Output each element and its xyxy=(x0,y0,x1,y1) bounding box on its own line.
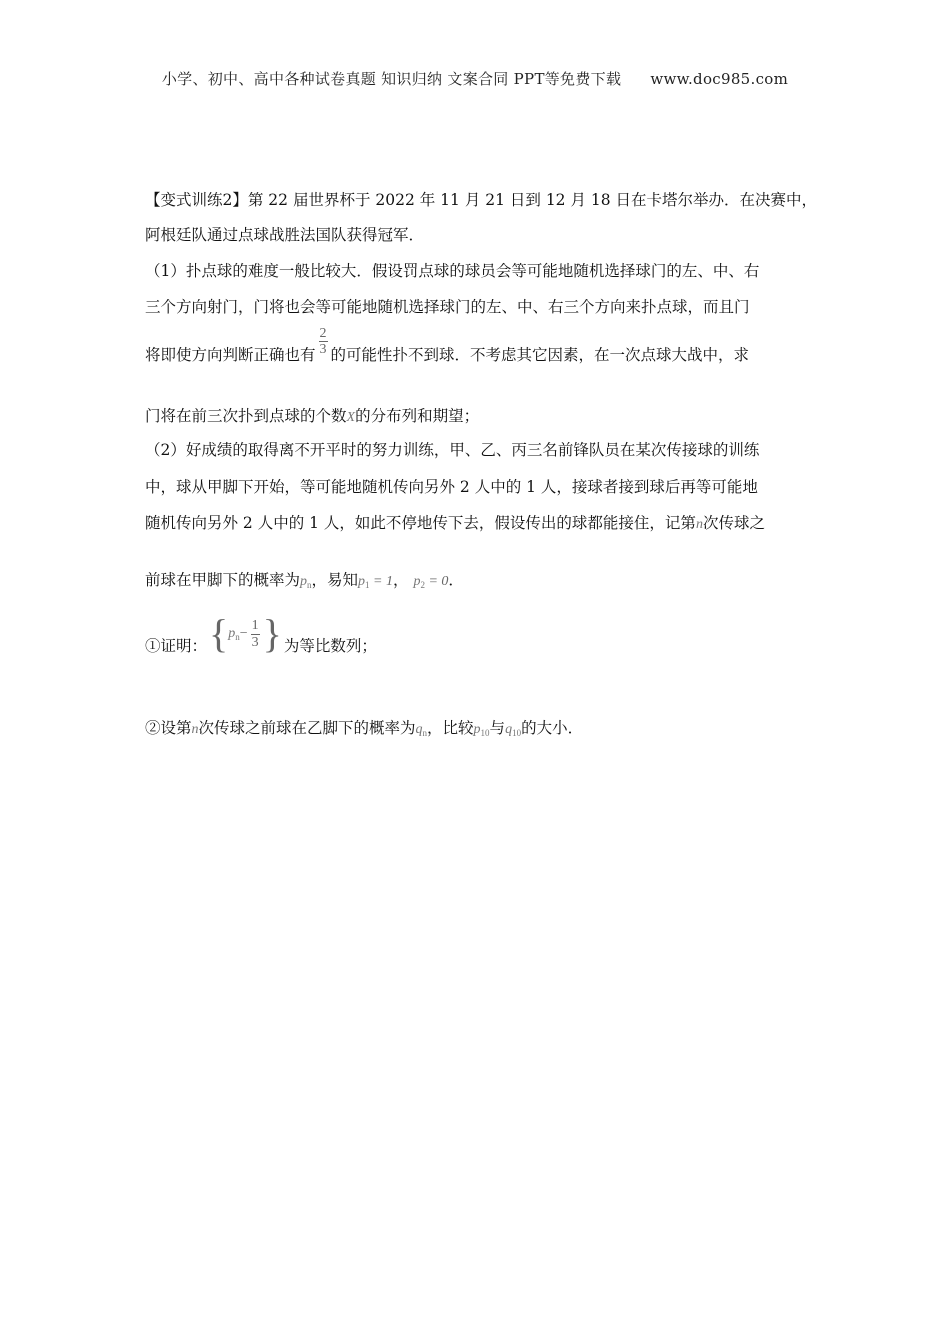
sequence-set-expression xyxy=(209,611,282,656)
part2-line4-text-a: 前球在甲脚下的概率为 xyxy=(145,571,301,589)
fraction-denominator: 3 xyxy=(251,634,259,650)
question1-text-b: 为等比数列； xyxy=(283,637,377,655)
question2-text-c: ，比较 xyxy=(427,719,474,737)
part1-line3-text-b: 的可能性扑不到球．不考虑其它因素，在一次点球大战中，求 xyxy=(330,345,750,364)
page-header xyxy=(0,68,950,89)
question2-text-b: 次传球之前球在乙脚下的概率为 xyxy=(198,719,416,737)
right-brace: } xyxy=(262,611,282,656)
q-10: $q_{10}$ xyxy=(505,722,522,738)
fraction-numerator: 1 xyxy=(251,618,259,634)
minus-sign: − xyxy=(239,626,248,641)
p-1-equation: $p_1 = 1$ xyxy=(358,574,393,590)
var-n: n xyxy=(191,722,199,737)
question1-line xyxy=(145,611,377,660)
fraction-two-thirds xyxy=(319,326,328,358)
question2-text-e: 的大小． xyxy=(521,719,584,737)
part1-line3 xyxy=(145,326,750,372)
var-x: X xyxy=(346,410,356,425)
part1-line3-text-a: 将即使方向判断正确也有 xyxy=(145,345,316,364)
fraction-numerator: 2 xyxy=(319,326,327,341)
part2-line3 xyxy=(145,511,765,533)
var-n: n xyxy=(695,517,703,532)
part1-line4-text-b: 的分布列和期望； xyxy=(355,407,480,425)
p-10: $p_{10}$ xyxy=(473,722,490,738)
part1-line4-text-a: 门将在前三次扑到点球的个数 xyxy=(145,407,347,425)
header-text: 小学、初中、高中各种试卷真题 知识归纳 文案合同 PPT等免费下载 xyxy=(161,70,622,88)
left-brace: { xyxy=(209,611,229,656)
part2-line3-text-a: 随机传向另外 2 人中的 1 人，如此不停地传下去，假设传出的球都能接住，记第 xyxy=(145,514,696,532)
part1-line2: 三个方向射门，门将也会等可能地随机选择球门的左、中、右三个方向来扑点球，而且门 xyxy=(145,298,750,316)
part2-line2: 中，球从甲脚下开始，等可能地随机传向另外 2 人中的 1 人，接球者接到球后再等可能地 xyxy=(145,478,758,496)
part2-line4 xyxy=(145,568,464,590)
part1-line1: （1）扑点球的难度一般比较大．假设罚点球的球员会等可能地随机选择球门的左、中、右 xyxy=(145,262,760,280)
problem-intro-line2: 阿根廷队通过点球战胜法国队获得冠军． xyxy=(145,226,425,244)
question2-text-d: 与 xyxy=(489,719,506,737)
question1-text-a: ①证明： xyxy=(145,637,208,655)
part2-line4-period: ． xyxy=(448,571,464,589)
problem-intro-line1: 【变式训练2】第 22 届世界杯于 2022 年 11 月 21 日到 12 月 18 日在卡塔尔举办．在决赛中， xyxy=(145,191,818,209)
part2-line1: （2）好成绩的取得离不开平时的努力训练，甲、乙、丙三名前锋队员在某次传接球的训练 xyxy=(145,441,760,459)
part2-line3-text-b: 次传球之 xyxy=(702,514,765,532)
question2-text-a: ②设第 xyxy=(145,719,192,737)
fraction-denominator: 3 xyxy=(319,342,327,358)
p-n-term: $p_n$ xyxy=(228,626,240,642)
p-n: $p_n$ xyxy=(300,574,312,590)
question2-line xyxy=(145,716,583,738)
fraction-one-third xyxy=(251,618,260,650)
part2-line4-text-b: ，易知 xyxy=(311,571,359,589)
part2-line4-comma: ， xyxy=(392,571,409,589)
q-n: $q_n$ xyxy=(415,722,428,738)
part1-line4 xyxy=(145,404,479,426)
header-url: www.doc985.com xyxy=(650,70,789,88)
p-2-equation: $p_2 = 0$ xyxy=(413,574,449,590)
